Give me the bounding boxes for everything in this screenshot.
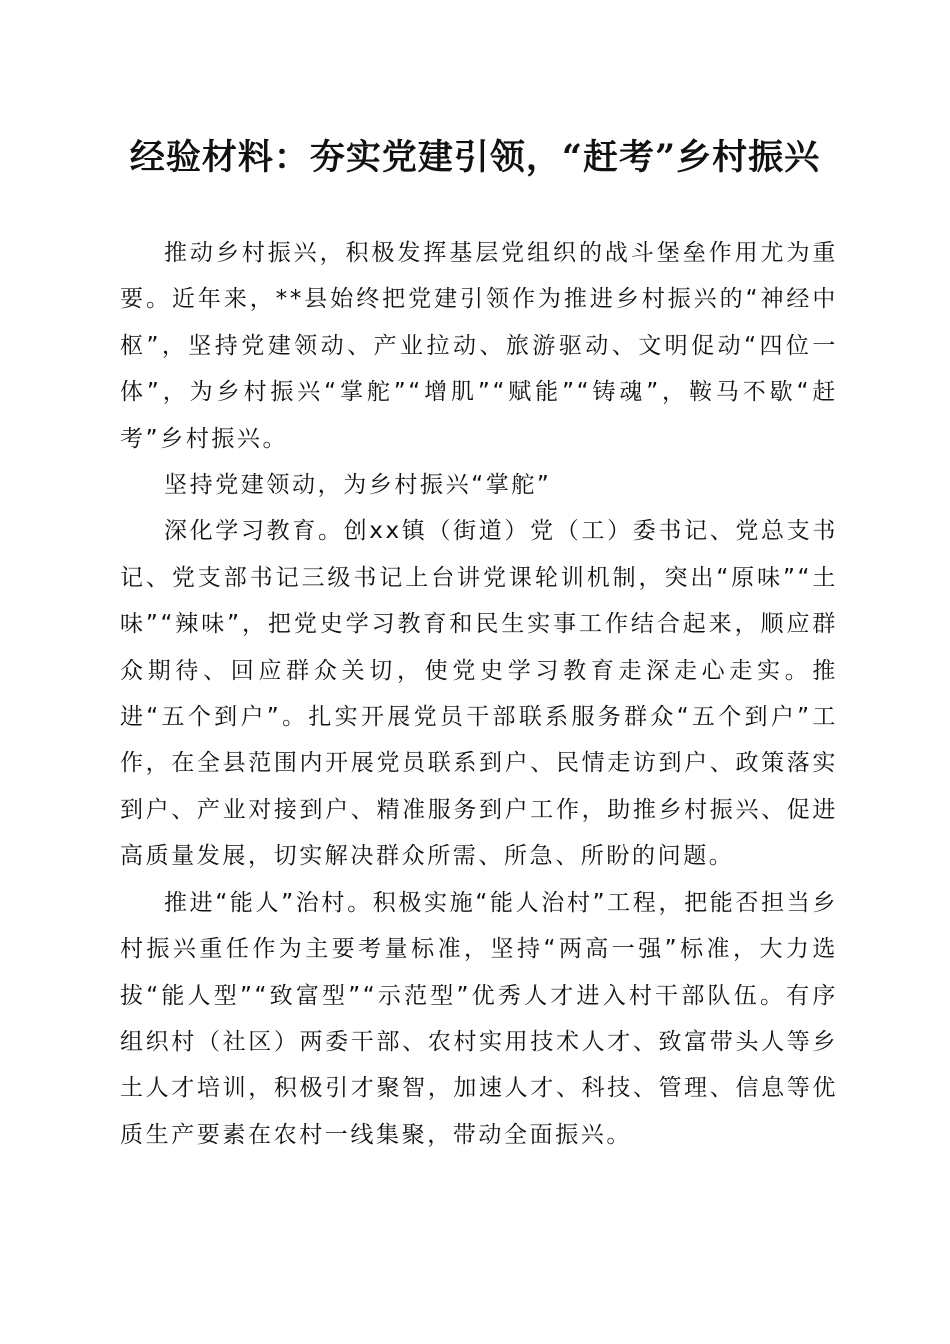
talent-governance-paragraph: 推进“能人”治村。积极实施“能人治村”工程，把能否担当乡村振兴重任作为主要考量标准，坚持“两高一强”标准，大力选拔“能人型”“致富型”“示范型”优秀人才进入村干部队伍。有序组织村（社区）两委干部、农村实用技术人才、致富带头人等乡土人才培训，积极引才聚智，加速人才、科技、管理、信息等优质生产要素在农村一线集聚，带动全面振兴。	[120, 889, 838, 1148]
document-body	[120, 230, 838, 1158]
document-title: 经验材料：夯实党建引领，“赶考”乡村振兴	[129, 137, 821, 178]
study-education-paragraph: 深化学习教育。创xx镇（街道）党（工）委书记、党总支书记、党支部书记三级书记上台讲党课轮训机制，突出“原味”“土味”“辣味”，把党史学习教育和民生实事工作结合起来，顺应群众期待、回应群众关切，使党史学习教育走深走心走实。推进“五个到户”。扎实开展党员干部联系服务群众“五个到户”工作，在全县范围内开展党员联系到户、民情走访到户、政策落实到户、产业对接到户、精准服务到户工作，助推乡村振兴、促进高质量发展，切实解决群众所需、所急、所盼的问题。	[120, 518, 838, 870]
intro-paragraph: 推动乡村振兴，积极发挥基层党组织的战斗堡垒作用尤为重要。近年来，**县始终把党建引领作为推进乡村振兴的“神经中枢”，坚持党建领动、产业拉动、旅游驱动、文明促动“四位一体”，为乡村振兴“掌舵”“增肌”“赋能”“铸魂”，鞍马不歇“赶考”乡村振兴。	[120, 240, 838, 452]
section-heading: 坚持党建领动，为乡村振兴“掌舵”	[164, 472, 552, 499]
